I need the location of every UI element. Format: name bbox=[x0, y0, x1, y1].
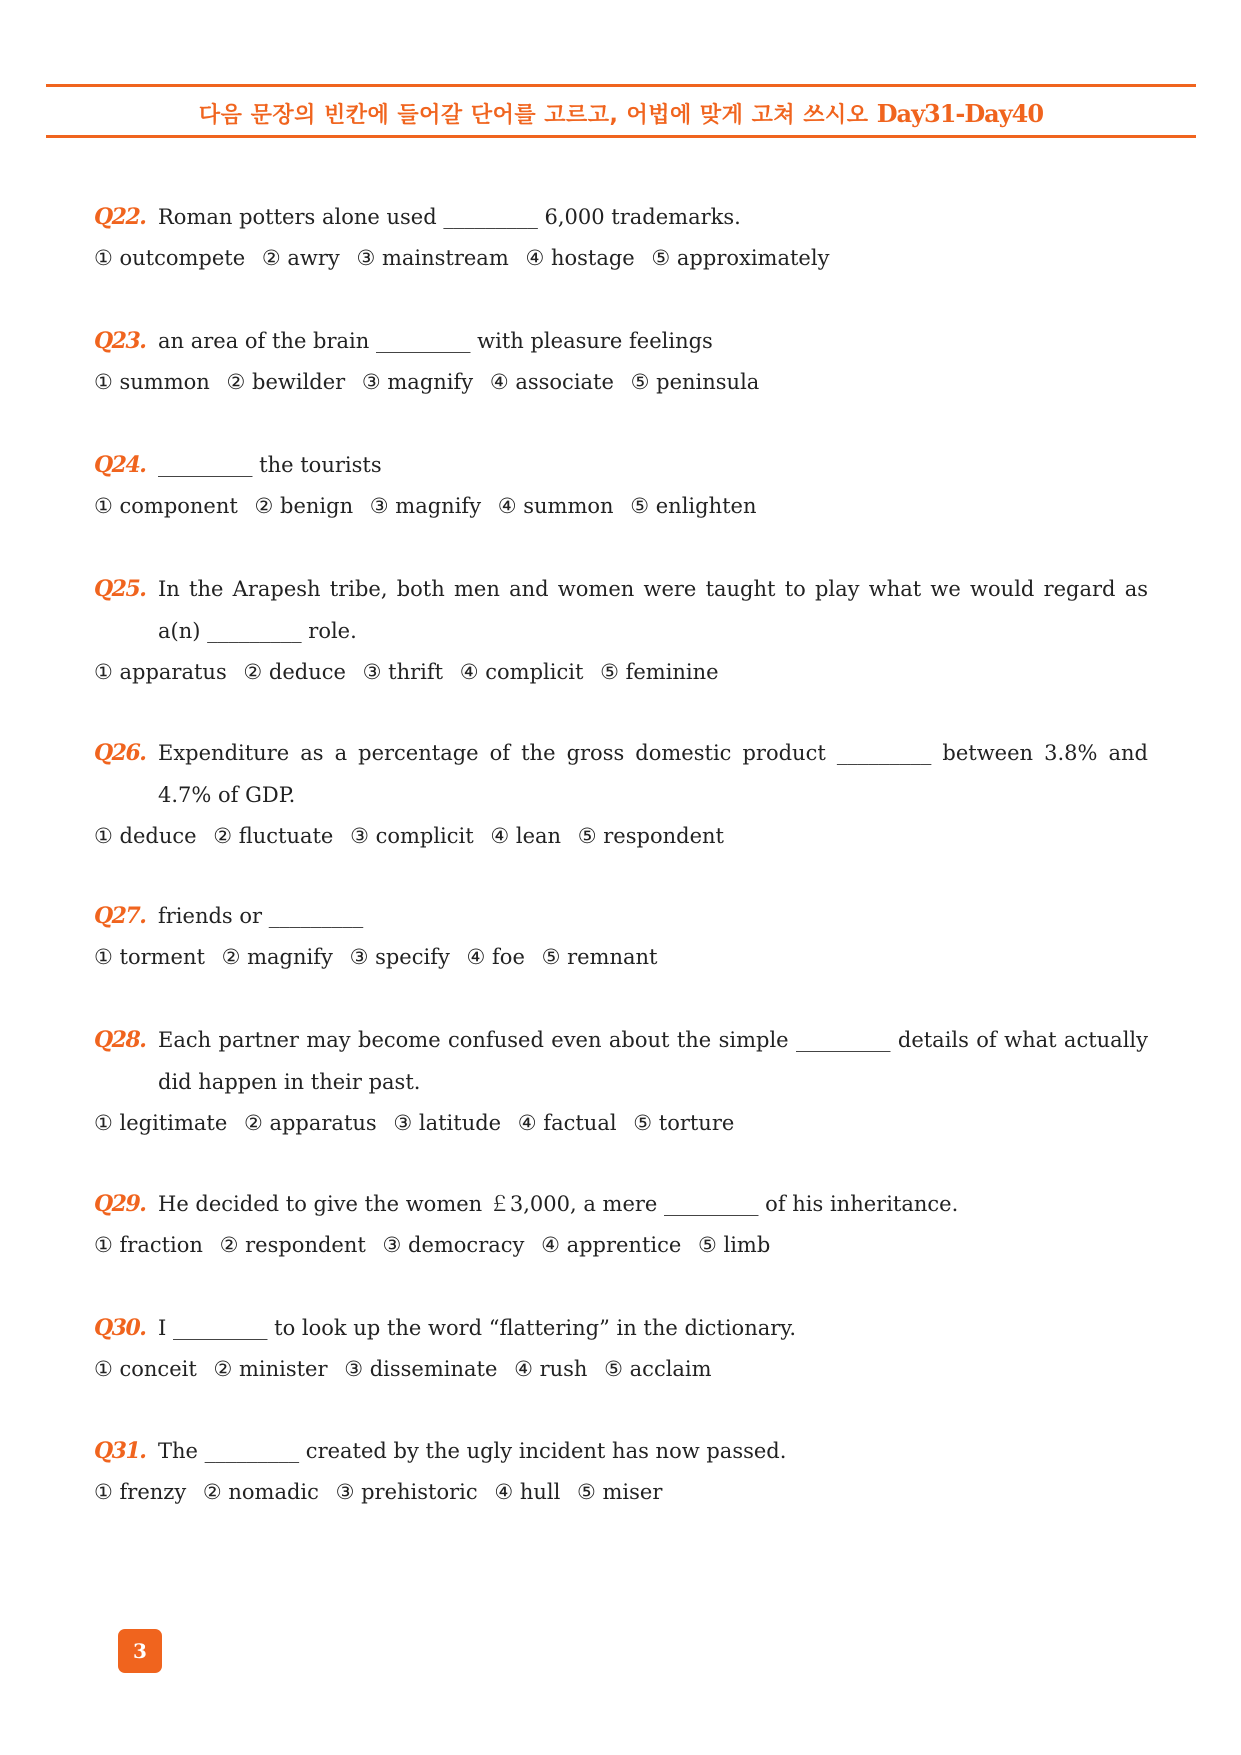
option-1[interactable]: ① apparatus bbox=[94, 660, 227, 684]
answer-options bbox=[94, 1472, 1148, 1512]
answer-options bbox=[94, 652, 1148, 692]
option-2[interactable]: ② respondent bbox=[219, 1233, 366, 1257]
answer-options bbox=[94, 1103, 1148, 1143]
question-item bbox=[94, 568, 1148, 692]
question-number: Q27. bbox=[94, 903, 146, 929]
option-5[interactable]: ⑤ remnant bbox=[541, 945, 658, 969]
answer-options bbox=[94, 238, 1148, 278]
option-3[interactable]: ③ thrift bbox=[362, 660, 444, 684]
question-item bbox=[94, 895, 1148, 977]
question-item bbox=[94, 444, 1148, 526]
option-3[interactable]: ③ magnify bbox=[361, 370, 474, 394]
question-sentence: I _________ to look up the word “flattering” in the dictionary. bbox=[158, 1316, 797, 1340]
question-sentence-line bbox=[94, 444, 1148, 486]
option-3[interactable]: ③ magnify bbox=[369, 494, 482, 518]
option-4[interactable]: ④ apprentice bbox=[541, 1233, 682, 1257]
question-item bbox=[94, 320, 1148, 402]
option-3[interactable]: ③ prehistoric bbox=[335, 1480, 478, 1504]
option-1[interactable]: ① torment bbox=[94, 945, 205, 969]
question-number: Q24. bbox=[94, 452, 146, 478]
question-sentence-line bbox=[94, 196, 1148, 238]
option-4[interactable]: ④ factual bbox=[517, 1111, 617, 1135]
question-sentence: Roman potters alone used _________ 6,000 trademarks. bbox=[158, 205, 741, 229]
option-5[interactable]: ⑤ enlighten bbox=[630, 494, 757, 518]
question-number: Q29. bbox=[94, 1191, 146, 1217]
option-5[interactable]: ⑤ limb bbox=[698, 1233, 771, 1257]
option-2[interactable]: ② awry bbox=[261, 246, 340, 270]
option-2[interactable]: ② minister bbox=[213, 1357, 328, 1381]
question-number: Q25. bbox=[94, 576, 146, 602]
option-4[interactable]: ④ lean bbox=[490, 824, 562, 848]
question-item bbox=[94, 1430, 1148, 1512]
option-4[interactable]: ④ foe bbox=[466, 945, 525, 969]
option-1[interactable]: ① deduce bbox=[94, 824, 197, 848]
answer-options bbox=[94, 362, 1148, 402]
option-1[interactable]: ① conceit bbox=[94, 1357, 197, 1381]
answer-options bbox=[94, 937, 1148, 977]
question-item bbox=[94, 732, 1148, 856]
question-number: Q30. bbox=[94, 1315, 146, 1341]
question-sentence: The _________ created by the ugly incident has now passed. bbox=[158, 1439, 787, 1463]
option-1[interactable]: ① frenzy bbox=[94, 1480, 187, 1504]
question-sentence: an area of the brain _________ with pleasure feelings bbox=[158, 329, 713, 353]
option-4[interactable]: ④ complicit bbox=[459, 660, 584, 684]
question-number: Q31. bbox=[94, 1438, 146, 1464]
answer-options bbox=[94, 486, 1148, 526]
header-bottom-rule bbox=[46, 135, 1196, 138]
option-1[interactable]: ① fraction bbox=[94, 1233, 203, 1257]
option-3[interactable]: ③ specify bbox=[349, 945, 450, 969]
option-1[interactable]: ① summon bbox=[94, 370, 210, 394]
option-5[interactable]: ⑤ miser bbox=[577, 1480, 663, 1504]
option-2[interactable]: ② apparatus bbox=[243, 1111, 377, 1135]
question-number: Q23. bbox=[94, 328, 146, 354]
question-number: Q26. bbox=[94, 740, 146, 766]
question-sentence: Expenditure as a percentage of the gross domestic product _________ between 3.8% and 4.7% of GDP. bbox=[158, 741, 1148, 807]
question-number: Q28. bbox=[94, 1027, 146, 1053]
option-4[interactable]: ④ associate bbox=[489, 370, 614, 394]
option-1[interactable]: ① legitimate bbox=[94, 1111, 228, 1135]
question-sentence: friends or _________ bbox=[158, 904, 364, 928]
question-sentence-line bbox=[94, 895, 1148, 937]
option-4[interactable]: ④ hostage bbox=[525, 246, 635, 270]
page-number-badge: 3 bbox=[118, 1629, 162, 1673]
option-3[interactable]: ③ mainstream bbox=[356, 246, 509, 270]
question-sentence-line bbox=[94, 320, 1148, 362]
option-1[interactable]: ① outcompete bbox=[94, 246, 246, 270]
question-item bbox=[94, 196, 1148, 278]
option-2[interactable]: ② deduce bbox=[243, 660, 346, 684]
option-5[interactable]: ⑤ approximately bbox=[651, 246, 830, 270]
option-4[interactable]: ④ summon bbox=[497, 494, 614, 518]
option-1[interactable]: ① component bbox=[94, 494, 238, 518]
question-sentence-line bbox=[94, 1430, 1148, 1472]
title-day-range: Day31-Day40 bbox=[876, 99, 1044, 128]
question-sentence-line bbox=[94, 1307, 1148, 1349]
question-sentence: _________ the tourists bbox=[158, 453, 382, 477]
page-title bbox=[46, 98, 1196, 129]
option-3[interactable]: ③ democracy bbox=[382, 1233, 525, 1257]
answer-options bbox=[94, 1225, 1148, 1265]
answer-options bbox=[94, 1349, 1148, 1389]
title-instruction: 다음 문장의 빈칸에 들어갈 단어를 고르고, 어법에 맞게 고쳐 쓰시오 bbox=[198, 103, 869, 128]
option-2[interactable]: ② fluctuate bbox=[213, 824, 334, 848]
option-2[interactable]: ② nomadic bbox=[202, 1480, 319, 1504]
option-4[interactable]: ④ hull bbox=[494, 1480, 561, 1504]
option-2[interactable]: ② magnify bbox=[221, 945, 333, 969]
option-5[interactable]: ⑤ feminine bbox=[600, 660, 719, 684]
question-sentence: In the Arapesh tribe, both men and women were taught to play what we would regard as a(n) _________ role. bbox=[158, 577, 1148, 643]
option-5[interactable]: ⑤ respondent bbox=[577, 824, 724, 848]
answer-options bbox=[94, 816, 1148, 856]
question-sentence: He decided to give the women ￡3,000, a mere _________ of his inheritance. bbox=[158, 1192, 959, 1216]
option-5[interactable]: ⑤ acclaim bbox=[604, 1357, 712, 1381]
option-5[interactable]: ⑤ peninsula bbox=[630, 370, 760, 394]
question-item bbox=[94, 1019, 1148, 1143]
question-item bbox=[94, 1307, 1148, 1389]
question-sentence-line bbox=[94, 732, 1148, 816]
header-top-rule bbox=[46, 84, 1196, 87]
option-3[interactable]: ③ latitude bbox=[393, 1111, 502, 1135]
option-2[interactable]: ② benign bbox=[254, 494, 354, 518]
question-sentence-line bbox=[94, 1183, 1148, 1225]
question-sentence-line bbox=[94, 568, 1148, 652]
question-sentence-line bbox=[94, 1019, 1148, 1103]
option-4[interactable]: ④ rush bbox=[514, 1357, 588, 1381]
question-sentence: Each partner may become confused even about the simple _________ details of what actually did happen in their past. bbox=[158, 1028, 1148, 1094]
option-2[interactable]: ② bewilder bbox=[226, 370, 346, 394]
option-3[interactable]: ③ disseminate bbox=[344, 1357, 498, 1381]
question-item bbox=[94, 1183, 1148, 1265]
question-number: Q22. bbox=[94, 204, 146, 230]
option-5[interactable]: ⑤ torture bbox=[633, 1111, 735, 1135]
option-3[interactable]: ③ complicit bbox=[350, 824, 474, 848]
